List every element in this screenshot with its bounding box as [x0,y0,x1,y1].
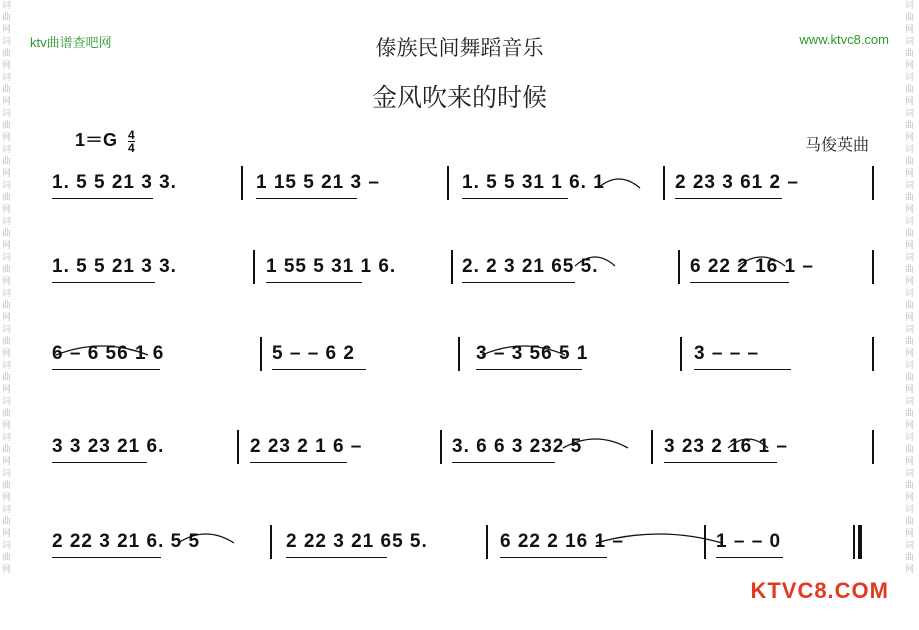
beam-line [266,282,362,283]
beam-line [690,282,789,283]
beam-line [476,369,582,370]
tie-arc [598,176,640,190]
barline [241,166,243,200]
beam-line [256,198,357,199]
final-barline-thin [853,525,855,559]
measure-2-1: 1. 5 5 21 3 3. [52,256,177,277]
beam-line [52,462,147,463]
tie-arc [56,343,148,357]
barline [440,430,442,464]
barline [872,337,874,371]
tie-arc [178,531,234,545]
beam-line [716,557,783,558]
time-top: 4 [128,127,135,142]
beam-line [272,369,366,370]
barline [663,166,665,200]
barline [872,250,874,284]
barline [253,250,255,284]
measure-5-4: 1 – – 0 [716,531,782,552]
barline [237,430,239,464]
score-subtitle: 傣族民间舞蹈音乐 [375,36,544,60]
barline [680,337,682,371]
barline [270,525,272,559]
beam-line [250,462,347,463]
measure-4-1: 3 3 23 21 6. [52,436,165,457]
key-label: 1＝G [75,130,118,150]
barline [447,166,449,200]
measure-4-3: 3. 6 6 3 232 5 [452,436,583,457]
beam-line [52,557,161,558]
measure-1-1: 1. 5 5 21 3 3. [52,172,177,193]
final-barline [858,525,862,559]
measure-2-3: 2. 2 3 21 65 5. [462,256,599,277]
side-watermark-right: 词曲网词曲网词曲网词曲网词曲网词曲网词曲网词曲网词曲网词曲网词曲网词曲网词曲网词曲网词曲网词曲网 [905,1,915,575]
watermark-logo: KTVC8.COM [750,578,889,603]
beam-line [462,198,568,199]
measure-5-2: 2 22 3 21 65 5. [286,531,428,552]
measure-4-4: 3 23 2 16 1 – [664,436,788,457]
key-signature [75,126,135,154]
barline [651,430,653,464]
barline [872,430,874,464]
measure-3-2: 5 – – 6 2 [272,343,355,364]
side-watermark-left: 词曲网词曲网词曲网词曲网词曲网词曲网词曲网词曲网词曲网词曲网词曲网词曲网词曲网词曲网词曲网词曲网 [2,1,12,575]
measure-5-3: 6 22 2 16 1 – [500,531,624,552]
measure-1-3: 1. 5 5 31 1 6. 1 [462,172,605,193]
measure-2-2: 1 55 5 31 1 6. [266,256,397,277]
measure-5-1: 2 22 3 21 6. 5 5 [52,531,201,552]
measure-4-2: 2 23 2 1 6 – [250,436,363,457]
measure-1-2: 1 15 5 21 3 – [256,172,380,193]
tie-arc [575,254,615,268]
beam-line [52,282,155,283]
score-title: 金风吹来的时候 [371,83,547,112]
beam-line [286,557,387,558]
watermark-site-url: www.ktvc8.com [799,32,889,47]
barline [486,525,488,559]
tie-arc [738,254,785,268]
beam-line [462,282,575,283]
measure-3-1: 6 – 6 56 1 6 [52,343,165,364]
beam-line [675,198,782,199]
barline [458,337,460,371]
beam-line [500,557,607,558]
beam-line [52,369,160,370]
tie-arc [482,343,565,357]
measure-3-3: 3 – 3 56 5 1 [476,343,589,364]
barline [451,250,453,284]
beam-line [452,462,555,463]
watermark-site-name: ktv曲谱查吧网 [30,35,112,50]
time-signature [128,129,135,154]
measure-3-4: 3 – – – [694,343,760,364]
tie-arc [728,436,768,450]
measure-2-4: 6 22 2 16 1 – [690,256,814,277]
barline [872,166,874,200]
composer: 马俊英曲 [804,135,869,154]
measure-1-4: 2 23 3 61 2 – [675,172,799,193]
time-bottom: 4 [128,140,135,155]
barline [260,337,262,371]
tie-arc [596,531,722,545]
barline [678,250,680,284]
tie-arc [563,436,628,450]
beam-line [694,369,791,370]
beam-line [52,198,153,199]
beam-line [664,462,777,463]
